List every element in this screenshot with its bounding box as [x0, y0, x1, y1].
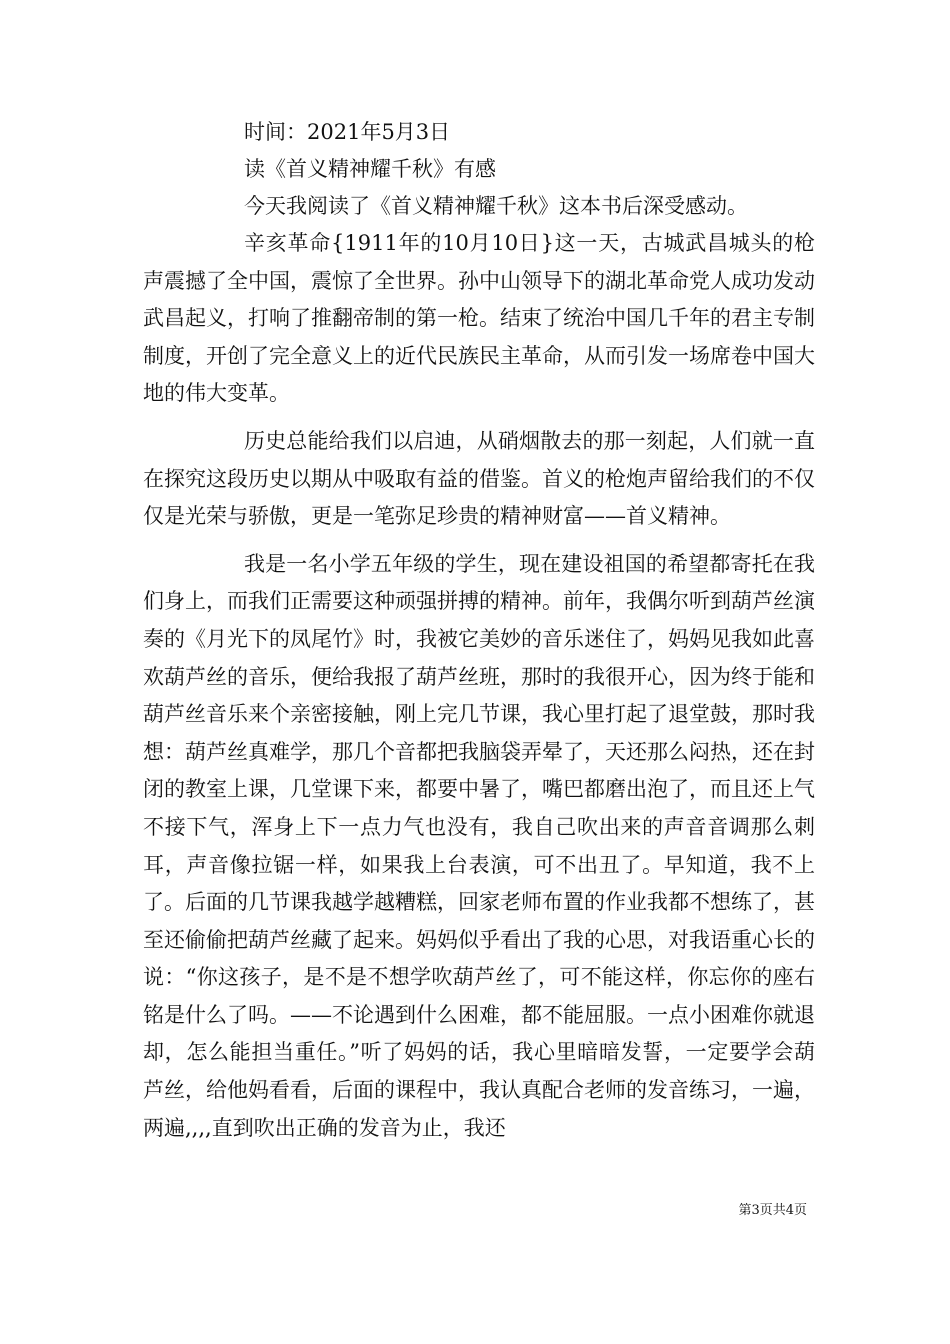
paragraph-1: 辛亥革命{1911年的10月10日}这一天，古城武昌城头的枪声震撼了全中国，震惊了全世界。孙中山领导下的湖北革命党人成功发动武昌起义，打响了推翻帝制的第一枪。结束了统治中国几千年的君主专制制度，开创了完全意义上的近代民族民主革命，从而引发一场席卷中国大地的伟大变革。: [143, 231, 815, 406]
document-body: [143, 114, 815, 1147]
paragraph-gap: [143, 413, 815, 423]
paragraph-3: 我是一名小学五年级的学生，现在建设祖国的希望都寄托在我们身上，而我们正需要这种顽强拼搏的精神。前年，我偶尔听到葫芦丝演奏的《月光下的凤尾竹》时，我被它美妙的音乐迷住了，妈妈见我如此喜欢葫芦丝的音乐，便给我报了葫芦丝班，那时的我很开心，因为终于能和葫芦丝音乐来个亲密接触，刚上完几节课，我心里打起了退堂鼓，那时我想：葫芦丝真难学，那几个音都把我脑袋弄晕了，天还那么闷热，还在封闭的教室上课，几堂课下来，都要中暑了，嘴巴都磨出泡了，而且还上气不接下气，浑身上下一点力气也没有，我自己吹出来的声音音调那么刺耳，声音像拉锯一样，如果我上台表演，可不出丑了。早知道，我不上了。后面的几节课我越学越糟糕，回家老师布置的作业我都不想练了，甚至还偷偷把葫芦丝藏了起来。妈妈似乎看出了我的心思，对我语重心长的说：“你这孩子，是不是不想学吹葫芦丝了，可不能这样，你忘你的座右铭是什么了吗。——不论遇到什么困难，都不能屈服。一点小困难你就退却，怎么能担当重任。”听了妈妈的话，我心里暗暗发誓，一定要学会葫芦丝，给他妈看看，后面的课程中，我认真配合老师的发音练习，一遍，两遍,,,,直到吹出正确的发音为止，我还: [143, 551, 815, 1140]
paragraph-gap: [143, 536, 815, 546]
date-line: 时间：2021年5月3日: [244, 120, 451, 144]
intro-line: 今天我阅读了《首义精神耀千秋》这本书后深受感动。: [244, 194, 748, 218]
essay-title: 读《首义精神耀千秋》有感: [244, 157, 496, 181]
page-number: 第3页共4页: [738, 1203, 807, 1218]
paragraph-2: 历史总能给我们以启迪，从硝烟散去的那一刻起，人们就一直在探究这段历史以期从中吸取有益的借鉴。首义的枪炮声留给我们的不仅仅是光荣与骄傲，更是一笔弥足珍贵的精神财富——首义精神。: [143, 428, 815, 529]
